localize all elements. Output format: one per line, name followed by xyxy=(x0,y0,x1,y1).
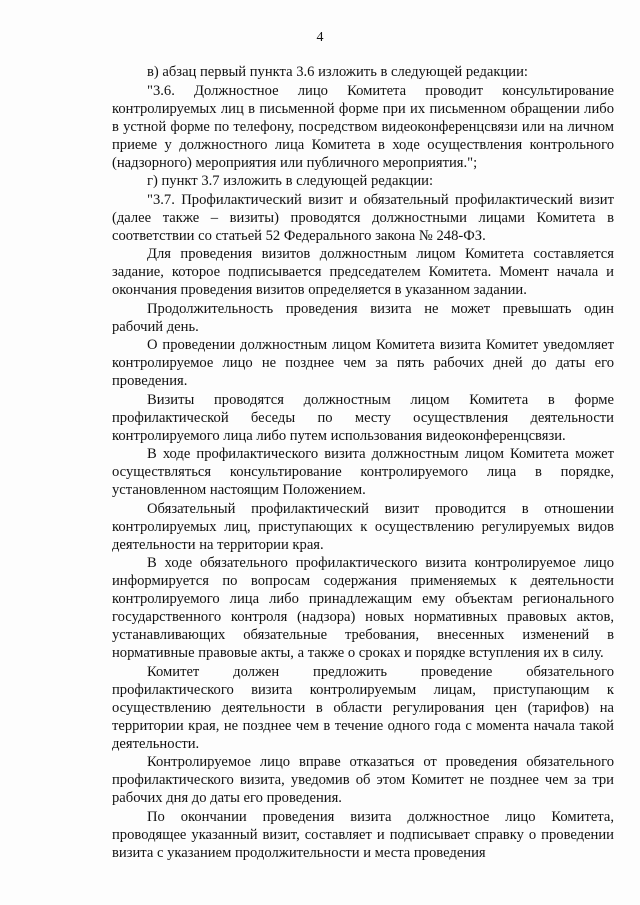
page-number: 4 xyxy=(316,30,324,45)
paragraph-amend-3-7: г) пункт 3.7 изложить в следующей редакции: xyxy=(147,173,434,189)
paragraph-visit-notice: О проведении должностным лицом Комитета визита Комитет уведомляет контролируемое лицо не позднее чем за пять рабочих дней до даты его проведения. xyxy=(112,337,614,389)
paragraph-mandatory-visit-info: В ходе обязательного профилактического визита контролируемое лицо информируется по вопросам содержания применяемых к деятельности контролируемого лица либо принадлежащим ему объектам регионального государственного контроля (надзора) новых нормативных правовых актов, устанавливающих обязательные требования, внесенных изменений в нормативные правовые акты, а также о сроках и порядке вступления их в силу. xyxy=(112,555,614,661)
body-text xyxy=(112,63,614,862)
paragraph-visit-report: По окончании проведения визита должностное лицо Комитета, проводящее указанный визит, составляет и подписывает справку о проведении визита с указанием продолжительности и места проведения xyxy=(112,808,614,861)
paragraph-3-7: "3.7. Профилактический визит и обязательный профилактический визит (далее также – визиты) проводятся должностными лицами Комитета в соответствии со статьей 52 Федерального закона № 248-ФЗ. xyxy=(112,191,614,244)
paragraph-visit-task: Для проведения визитов должностным лицом Комитета составляется задание, которое подписывается председателем Комитета. Момент начала и окончания проведения визитов определяется в указанном задании. xyxy=(112,246,614,298)
paragraph-amend-3-6: в) абзац первый пункта 3.6 изложить в следующей редакции: xyxy=(147,64,528,80)
paragraph-visit-consulting: В ходе профилактического визита должностным лицом Комитета может осуществляться консультирование контролируемого лица в порядке, установленном настоящим Положением. xyxy=(112,446,614,498)
paragraph-visit-duration: Продолжительность проведения визита не может превышать один рабочий день. xyxy=(112,300,614,335)
paragraph-mandatory-visit: Обязательный профилактический визит проводится в отношении контролируемых лиц, приступающих к осуществлению регулируемых видов деятельности на территории края. xyxy=(112,500,614,553)
paragraph-mandatory-visit-offer: Комитет должен предложить проведение обязательного профилактического визита контролируемым лицам, приступающим к осуществлению деятельности в области регулирования цен (тарифов) на территории края, не позднее чем в течение одного года с момента начала такой деятельности. xyxy=(112,663,614,752)
paragraph-visit-refusal: Контролируемое лицо вправе отказаться от проведения обязательного профилактического визита, уведомив об этом Комитет не позднее чем за три рабочих дня до даты его проведения. xyxy=(112,754,614,806)
paragraph-visit-form: Визиты проводятся должностным лицом Комитета в форме профилактической беседы по месту осуществления деятельности контролируемого лица либо путем использования видеоконференцсвязи. xyxy=(112,391,614,444)
paragraph-3-6: "3.6. Должностное лицо Комитета проводит консультирование контролируемых лиц в письменной форме при их письменном обращении либо в устной форме по телефону, посредством видеоконференцсвязи или на личном приеме у должностного лица Комитета в ходе осуществления контрольного (надзорного) мероприятия или публичного мероприятия."; xyxy=(112,82,614,171)
